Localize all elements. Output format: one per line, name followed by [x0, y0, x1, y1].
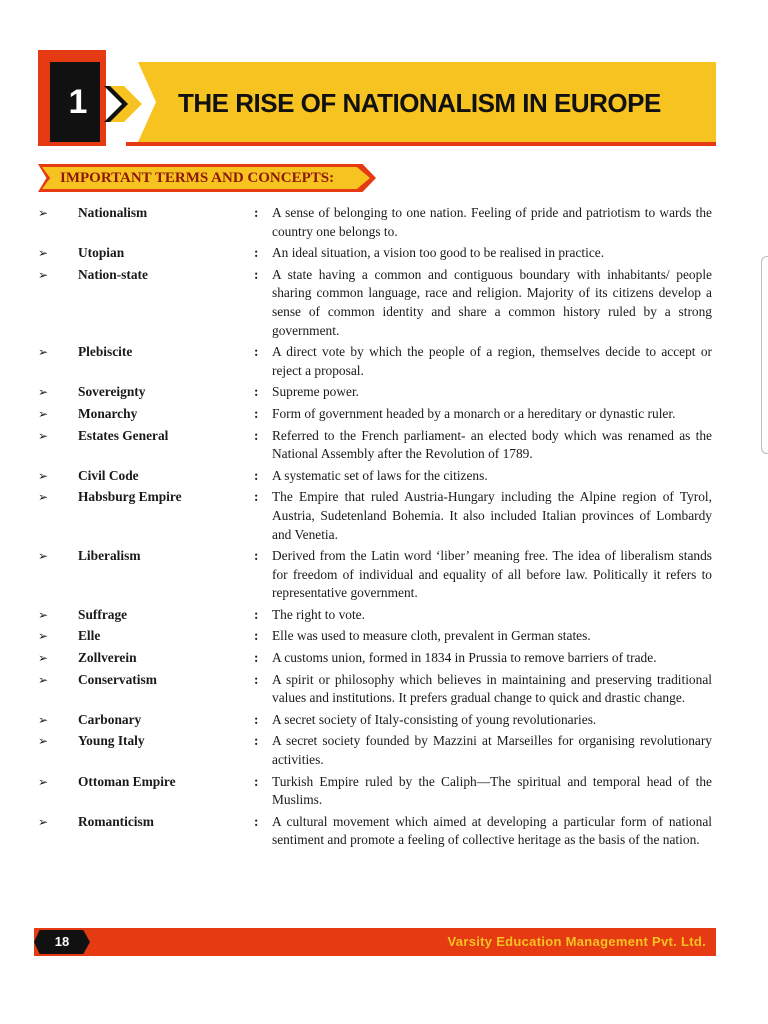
- term-name: Sovereignty: [78, 384, 146, 400]
- term-name: Romanticism: [78, 813, 154, 829]
- chapter-header: [38, 50, 716, 146]
- bullet-arrow-icon: ➢: [38, 385, 49, 400]
- term-separator: :: [254, 467, 259, 483]
- term-separator: :: [254, 489, 259, 505]
- list-item: [36, 467, 716, 486]
- term-definition: Derived from the Latin word ‘liber’ meaning free. The idea of liberalism stands for freedom of individual and equality of all before law. Politically it refers to representative government.: [272, 548, 712, 601]
- list-item: [36, 627, 716, 646]
- list-item: [36, 547, 716, 603]
- list-item: [36, 606, 716, 625]
- term-name: Monarchy: [78, 405, 138, 421]
- term-definition: A customs union, formed in 1834 in Prussia to remove barriers of trade.: [272, 650, 657, 666]
- term-definition: A sense of belonging to one nation. Feeling of pride and patriotism to wards the country one belongs to.: [272, 205, 712, 239]
- term-definition: Supreme power.: [272, 384, 360, 400]
- term-definition: The right to vote.: [272, 606, 365, 622]
- term-definition: Turkish Empire ruled by the Caliph—The spiritual and temporal head of the Muslims.: [272, 773, 712, 808]
- list-item: [36, 488, 716, 544]
- term-definition: A systematic set of laws for the citizens.: [272, 467, 488, 483]
- term-definition: Elle was used to measure cloth, prevalent in German states.: [272, 628, 591, 644]
- term-name: Young Italy: [78, 733, 145, 749]
- term-name: Plebiscite: [78, 344, 133, 360]
- chevron-right-icon: [104, 86, 144, 122]
- list-item: [36, 711, 716, 730]
- term-separator: :: [254, 733, 259, 749]
- term-name: Nationalism: [78, 205, 148, 220]
- list-item: [36, 773, 716, 810]
- bullet-arrow-icon: ➢: [38, 549, 49, 564]
- term-name: Ottoman Empire: [78, 773, 176, 789]
- list-item: [36, 813, 716, 850]
- term-separator: :: [254, 711, 259, 727]
- list-item: [36, 405, 716, 424]
- list-item: [36, 383, 716, 402]
- term-separator: :: [254, 205, 259, 220]
- bullet-arrow-icon: ➢: [38, 651, 49, 666]
- terms-list: [36, 204, 716, 853]
- bullet-arrow-icon: ➢: [38, 734, 49, 749]
- list-item: [36, 204, 716, 241]
- list-item: [36, 671, 716, 708]
- term-name: Suffrage: [78, 606, 128, 622]
- page-footer: [34, 928, 716, 956]
- bullet-arrow-icon: ➢: [38, 428, 49, 443]
- term-separator: :: [254, 384, 259, 400]
- bullet-arrow-icon: ➢: [38, 712, 49, 727]
- term-name: Estates General: [78, 427, 169, 443]
- bullet-arrow-icon: ➢: [38, 814, 49, 829]
- bullet-arrow-icon: ➢: [38, 490, 49, 505]
- bullet-arrow-icon: ➢: [38, 246, 49, 261]
- term-separator: :: [254, 427, 259, 443]
- term-separator: :: [254, 773, 259, 789]
- term-separator: :: [254, 266, 259, 282]
- term-separator: :: [254, 628, 259, 644]
- list-item: [36, 732, 716, 769]
- term-name: Civil Code: [78, 467, 139, 483]
- chapter-number: 1: [68, 83, 88, 121]
- bullet-arrow-icon: ➢: [38, 774, 49, 789]
- term-separator: :: [254, 405, 259, 421]
- page-edge-tab: [761, 256, 768, 454]
- list-item: [36, 244, 716, 263]
- bullet-arrow-icon: ➢: [38, 468, 49, 483]
- term-name: Zollverein: [78, 650, 137, 666]
- term-definition: A state having a common and contiguous boundary with inhabitants/ people sharing common language, race and religion. Majority of its citizens develop a sense of common identity and share a common history ruled by a strong government.: [272, 266, 712, 338]
- bullet-arrow-icon: ➢: [38, 267, 49, 282]
- bullet-arrow-icon: ➢: [38, 406, 49, 421]
- term-name: Utopian: [78, 245, 125, 261]
- list-item: [36, 343, 716, 380]
- term-definition: A spirit or philosophy which believes in maintaining and preserving traditional values and institutions. It prefers gradual change to quick and drastic change.: [272, 671, 712, 706]
- bullet-arrow-icon: ➢: [38, 206, 49, 220]
- term-separator: :: [254, 606, 259, 622]
- term-definition: Form of government headed by a monarch or a hereditary or dynastic ruler.: [272, 405, 676, 421]
- chapter-number-badge: [38, 50, 106, 146]
- term-separator: :: [254, 548, 259, 564]
- list-item: [36, 427, 716, 464]
- term-separator: :: [254, 245, 259, 261]
- list-item: [36, 649, 716, 668]
- page-number: 18: [54, 934, 70, 949]
- bullet-arrow-icon: ➢: [38, 345, 49, 360]
- chapter-underline: [126, 142, 716, 146]
- term-definition: A direct vote by which the people of a region, themselves decide to accept or reject a proposal.: [272, 344, 712, 378]
- term-name: Nation-state: [78, 266, 148, 282]
- bullet-arrow-icon: ➢: [38, 672, 49, 687]
- term-name: Conservatism: [78, 671, 157, 687]
- list-item: [36, 266, 716, 340]
- bullet-arrow-icon: ➢: [38, 607, 49, 622]
- bullet-arrow-icon: ➢: [38, 629, 49, 644]
- term-separator: :: [254, 650, 259, 666]
- term-name: Liberalism: [78, 548, 141, 564]
- term-name: Habsburg Empire: [78, 489, 182, 505]
- chapter-title: THE RISE OF NATIONALISM IN EUROPE: [178, 88, 661, 118]
- term-separator: :: [254, 813, 259, 829]
- term-definition: An ideal situation, a vision too good to be realised in practice.: [272, 245, 605, 261]
- term-definition: A secret society founded by Mazzini at Marseilles for organising revolutionary activities.: [272, 733, 712, 768]
- publisher-name: Varsity Education Management Pvt. Ltd.: [447, 934, 706, 949]
- term-definition: The Empire that ruled Austria-Hungary including the Alpine region of Tyrol, Austria, Sudetenland Bohemia. It also included Italian provinces of Lombardy and Venetia.: [272, 489, 712, 542]
- term-separator: :: [254, 671, 259, 687]
- term-name: Elle: [78, 628, 101, 644]
- section-heading: IMPORTANT TERMS AND CONCEPTS:: [60, 170, 335, 186]
- term-name: Carbonary: [78, 711, 142, 727]
- term-separator: :: [254, 344, 259, 360]
- term-definition: A cultural movement which aimed at developing a particular form of national sentiment and promote a feeling of collective heritage as the basis of the nation.: [272, 813, 712, 848]
- term-definition: A secret society of Italy-consisting of young revolutionaries.: [272, 711, 597, 727]
- term-definition: Referred to the French parliament- an elected body which was renamed as the National Assembly after the Revolution of 1789.: [272, 427, 712, 462]
